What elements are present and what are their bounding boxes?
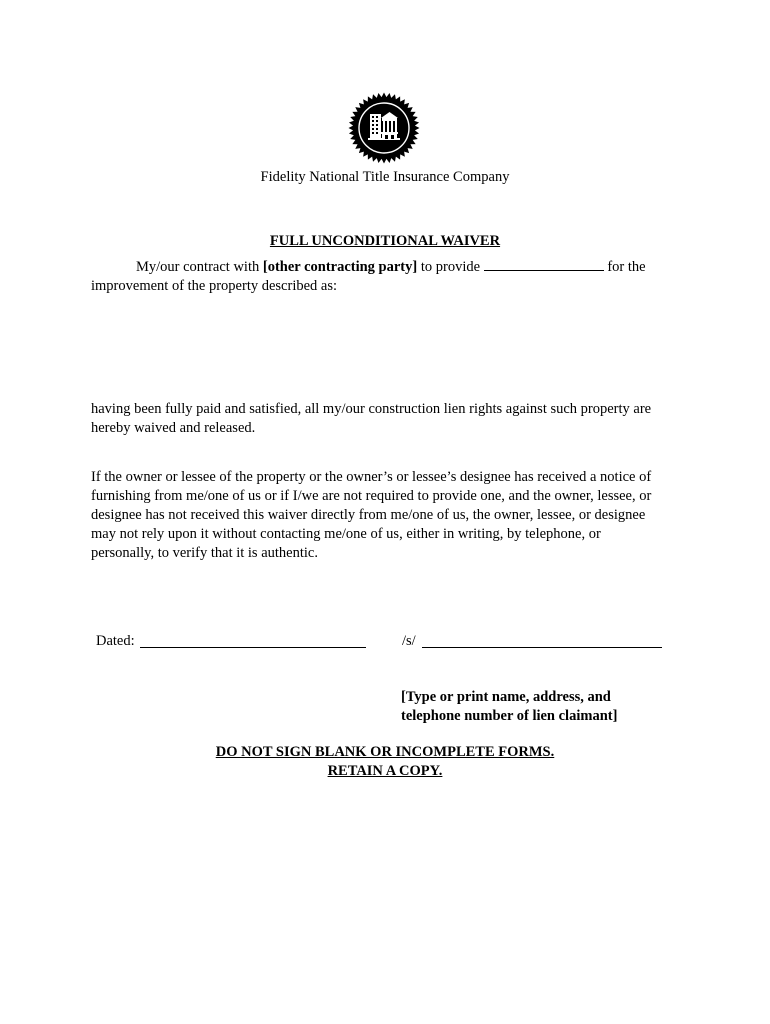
party-placeholder: [other contracting party] (262, 259, 418, 275)
signature-field[interactable] (422, 647, 662, 648)
notice-paragraph: If the owner or lessee of the property or the owner’s or lessee’s designee has received a notice of furnishing from me/one of us or if I/we are not required to provide one, and the owner, lessee, or designee has not received this waiver directly from me/one of us, the owner, lessee, or designee may not rely upon it without contacting me/one of us, either in writing, by telephone, or personally, to verify that it is authentic. (91, 469, 652, 561)
property-description-area[interactable] (91, 300, 681, 390)
contract-paragraph (91, 257, 681, 296)
dated-label: Dated: (96, 633, 135, 649)
warning-line-2: RETAIN A COPY. (327, 763, 443, 779)
paid-paragraph: having been fully paid and satisfied, all my/our construction lien rights against such property are hereby waived and released. (91, 401, 652, 436)
warning-notice (0, 743, 770, 781)
contract-line-1: My/our contract with [other contracting party] to provide for the (136, 259, 646, 275)
warning-line-1: DO NOT SIGN BLANK OR INCOMPLETE FORMS. (215, 744, 555, 760)
dated-field[interactable] (140, 647, 366, 648)
provide-blank[interactable] (484, 257, 604, 271)
signature-row (96, 632, 696, 654)
claimant-instructions: [Type or print name, address, and telephone number of lien claimant] (401, 689, 618, 724)
contract-line-2: improvement of the property described as: (91, 278, 338, 294)
fidelity-seal-icon (348, 92, 420, 164)
signature-label: /s/ (402, 633, 416, 649)
form-title: FULL UNCONDITIONAL WAIVER (269, 233, 501, 249)
company-name: Fidelity National Title Insurance Company (260, 169, 510, 185)
